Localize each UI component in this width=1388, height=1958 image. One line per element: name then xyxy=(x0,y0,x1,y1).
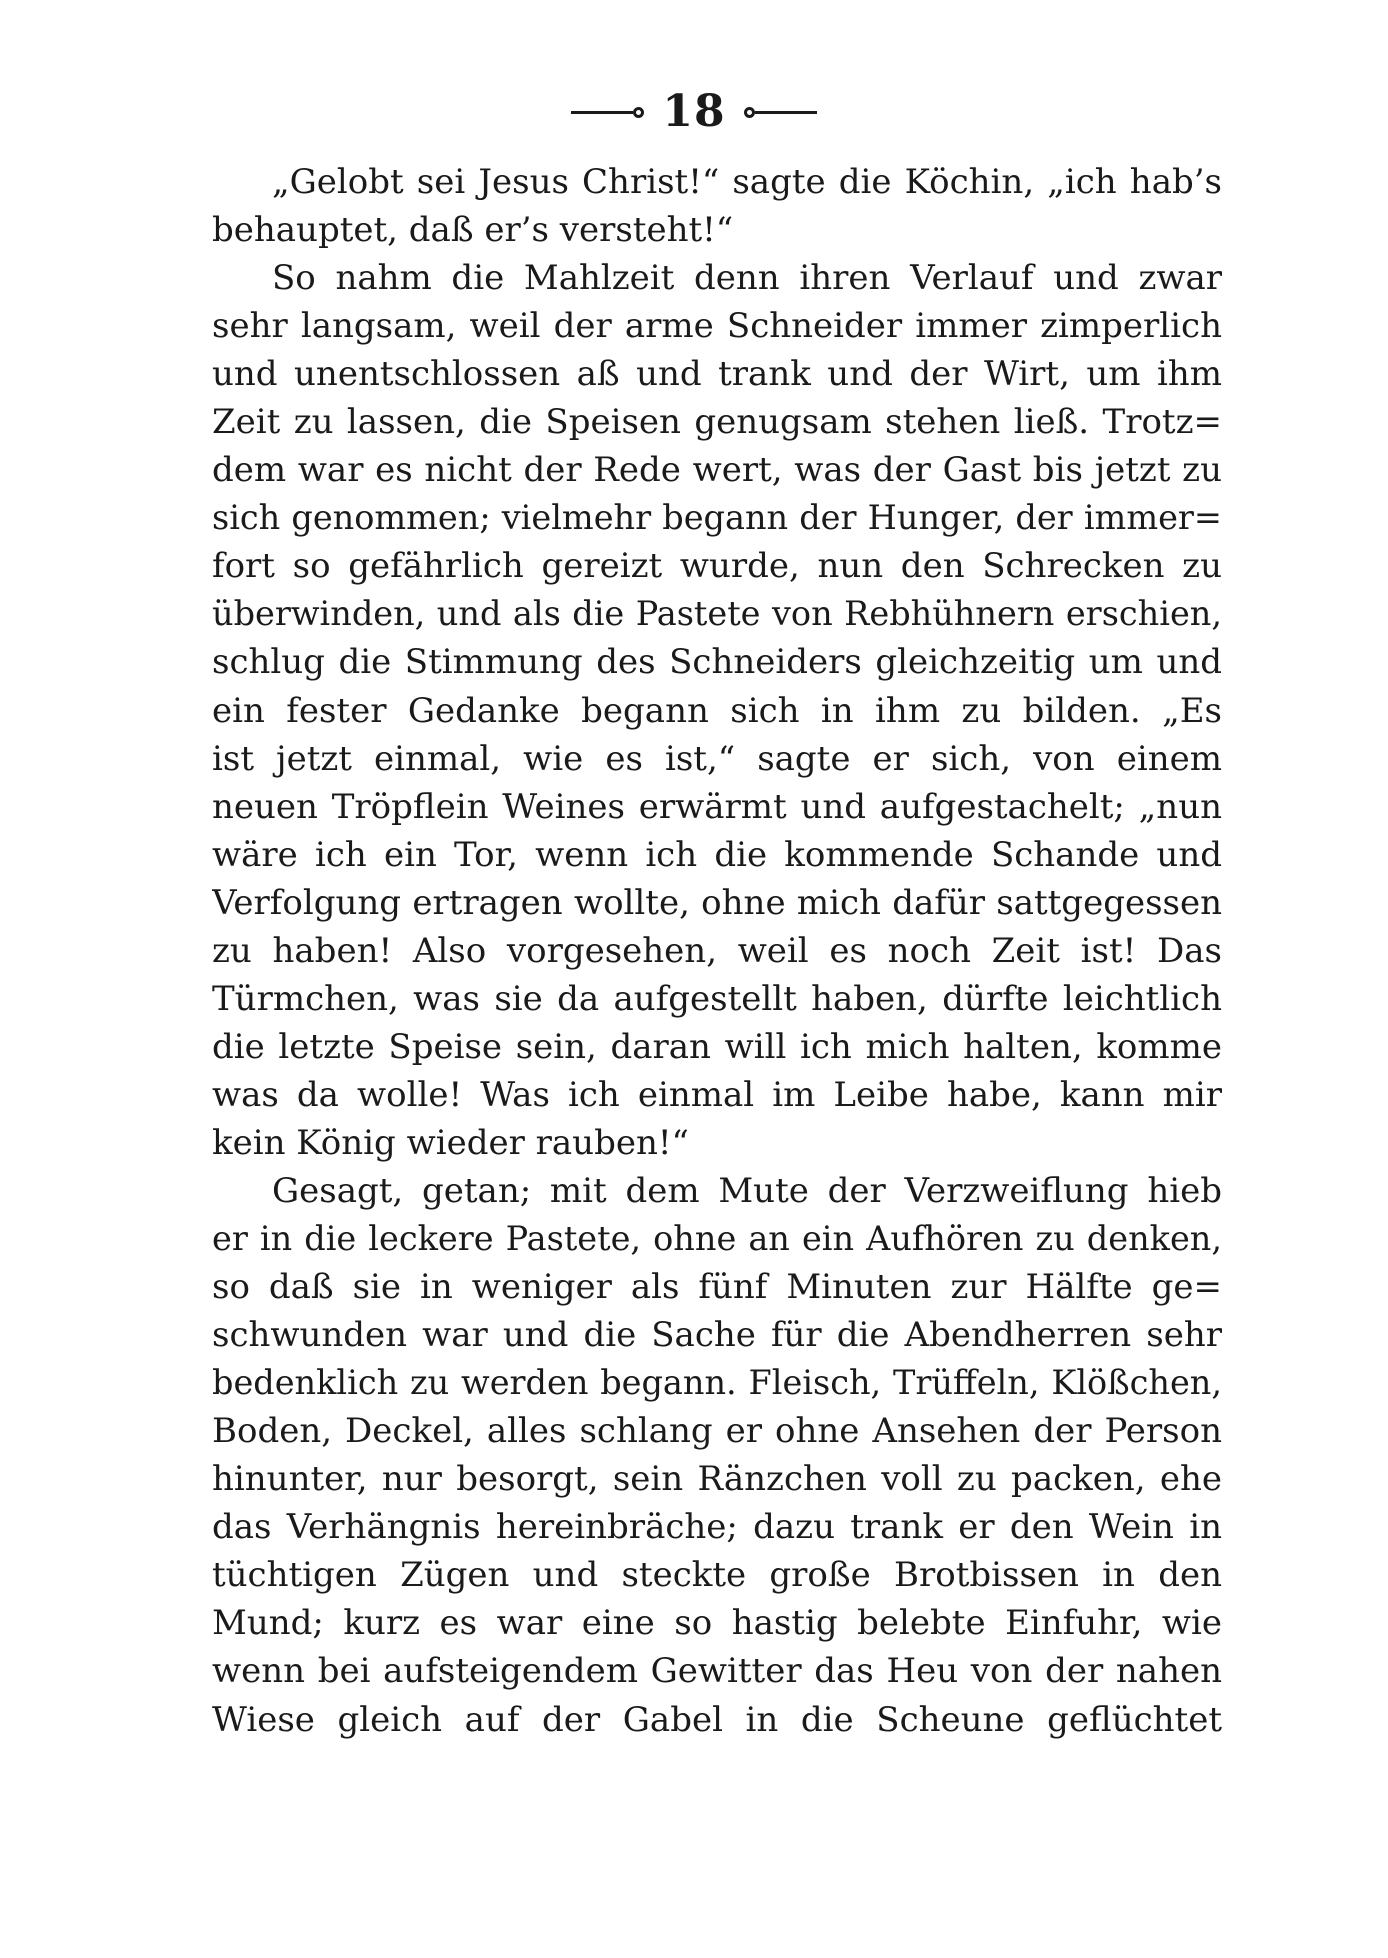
text-line: So nahm die Mahlzeit denn ihren Verlauf und zwar xyxy=(272,258,1222,299)
text-line: und unentschlossen aß und trank und der Wirt, um ihm xyxy=(212,354,1222,395)
text-line: ist jetzt einmal, wie es ist,“ sagte er sich, von einem xyxy=(212,738,1222,779)
body-text xyxy=(212,158,1222,1744)
text-line: was da wolle! Was ich einmal im Leibe habe, kann mir xyxy=(212,1074,1222,1115)
text-line: sehr langsam, weil der arme Schneider immer zimperlich xyxy=(212,306,1222,347)
text-line: Zeit zu lassen, die Speisen genugsam stehen ließ. Trotz= xyxy=(212,402,1222,443)
text-line: dem war es nicht der Rede wert, was der Gast bis jetzt zu xyxy=(212,450,1222,491)
text-line: bedenklich zu werden begann. Fleisch, Trüffeln, Klößchen, xyxy=(212,1363,1222,1403)
text-line: ein fester Gedanke begann sich in ihm zu bilden. „Es xyxy=(212,690,1222,731)
page-header xyxy=(0,82,1388,142)
text-line: schwunden war und die Sache für die Abendherren sehr xyxy=(212,1315,1222,1356)
text-line: das Verhängnis hereinbräche; dazu trank er den Wein in xyxy=(212,1507,1222,1548)
header-ornament-right xyxy=(744,107,817,118)
text-line: hinunter, nur besorgt, sein Ränzchen voll zu packen, ehe xyxy=(212,1459,1222,1500)
text-line: neuen Tröpflein Weines erwärmt und aufgestachelt; „nun xyxy=(212,786,1222,827)
header-ornament-left xyxy=(571,107,644,118)
text-line: Boden, Deckel, alles schlang er ohne Ansehen der Person xyxy=(212,1411,1222,1452)
text-line: wäre ich ein Tor, wenn ich die kommende Schande und xyxy=(212,834,1222,875)
text-line: überwinden, und als die Pastete von Rebhühnern erschien, xyxy=(212,594,1222,634)
text-line: die letzte Speise sein, daran will ich mich halten, komme xyxy=(212,1026,1222,1067)
text-line: schlug die Stimmung des Schneiders gleichzeitig um und xyxy=(212,642,1222,683)
text-line: Wiese gleich auf der Gabel in die Scheune geflüchtet xyxy=(212,1699,1222,1740)
text-line: Mund; kurz es war eine so hastig belebte Einfuhr, wie xyxy=(212,1603,1222,1644)
text-line: wenn bei aufsteigendem Gewitter das Heu von der nahen xyxy=(212,1651,1222,1692)
text-line: fort so gefährlich gereizt wurde, nun den Schrecken zu xyxy=(212,546,1222,587)
text-line: Türmchen, was sie da aufgestellt haben, dürfte leichtlich xyxy=(212,978,1222,1019)
text-line: sich genommen; vielmehr begann der Hunger, der immer= xyxy=(212,498,1222,538)
text-line: Gesagt, getan; mit dem Mute der Verzweiflung hieb xyxy=(272,1170,1222,1211)
page-number: 18 xyxy=(662,86,726,137)
text-line: zu haben! Also vorgesehen, weil es noch Zeit ist! Das xyxy=(212,930,1222,971)
text-line: er in die leckere Pastete, ohne an ein Aufhören zu denken, xyxy=(212,1219,1222,1259)
text-line: behauptet, daß er’s versteht!“ xyxy=(212,210,734,251)
text-line: tüchtigen Zügen und steckte große Brotbissen in den xyxy=(212,1555,1222,1596)
text-line: „Gelobt sei Jesus Christ!“ sagte die Köchin, „ich hab’s xyxy=(272,162,1222,202)
text-line: kein König wieder rauben!“ xyxy=(212,1122,689,1163)
text-line: so daß sie in weniger als fünf Minuten zur Hälfte ge= xyxy=(212,1267,1222,1308)
text-line: Verfolgung ertragen wollte, ohne mich dafür sattgegessen xyxy=(212,882,1222,923)
